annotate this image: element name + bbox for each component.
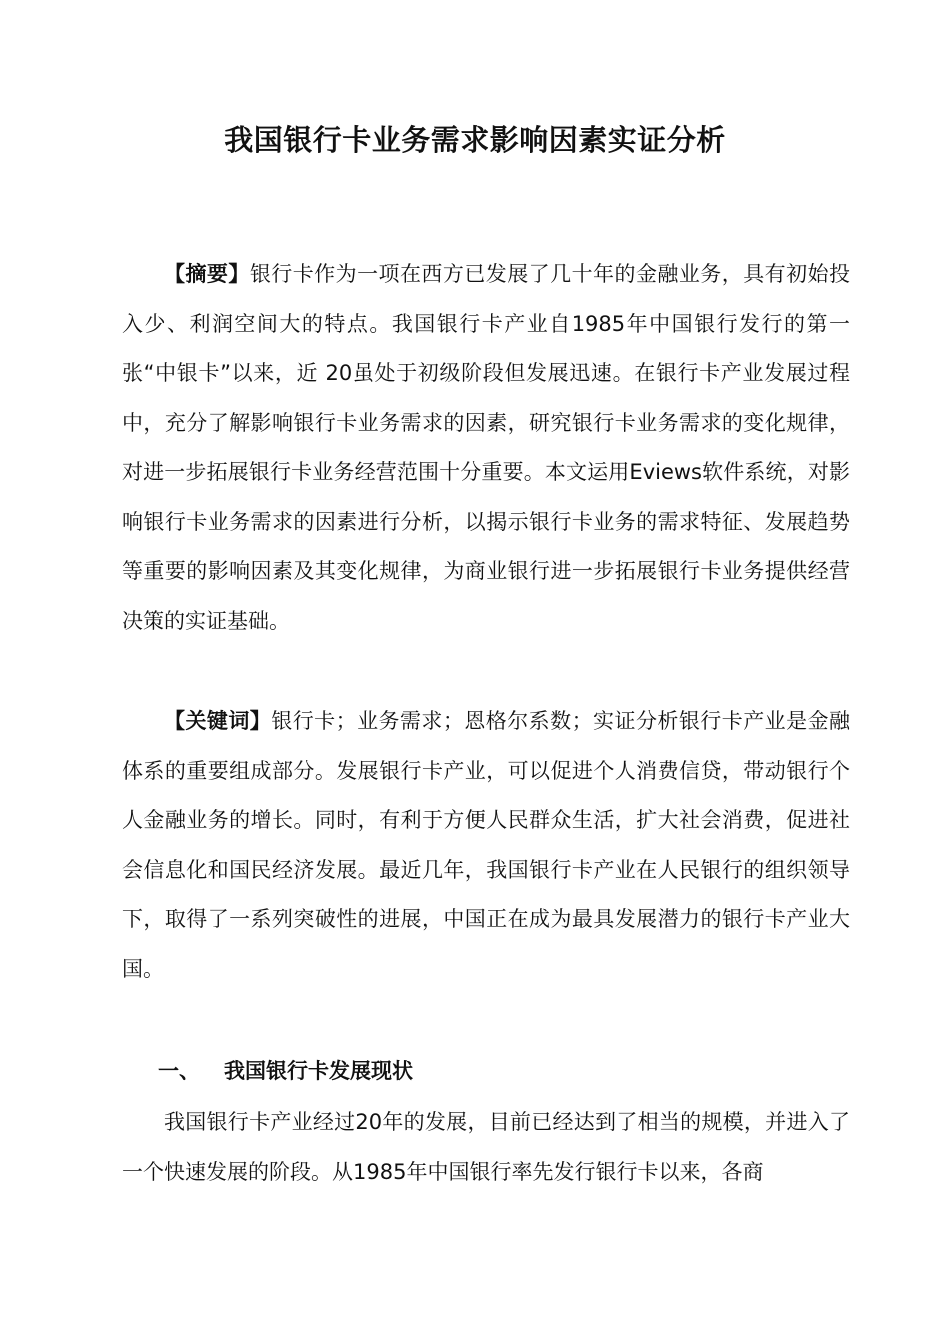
abstract-paragraph bbox=[122, 250, 850, 646]
keywords-label: 【关键词】 bbox=[164, 709, 272, 733]
keywords-text: 银行卡；业务需求；恩格尔系数；实证分析银行卡产业是金融体系的重要组成部分。发展银行卡产业，可以促进个人消费信贷，带动银行个人金融业务的增长。同时，有利于方便人民群众生活，扩大社会消费，促进社会信息化和国民经济发展。最近几年，我国银行卡产业在人民银行的组织领导下，取得了一系列突破性的进展，中国正在成为最具发展潜力的银行卡产业大国。 bbox=[122, 709, 851, 981]
section-heading bbox=[158, 1049, 413, 1093]
section-title: 我国银行卡发展现状 bbox=[224, 1059, 413, 1083]
document-title: 我国银行卡业务需求影响因素实证分析 bbox=[224, 123, 726, 157]
abstract-text: 银行卡作为一项在西方已发展了几十年的金融业务，具有初始投入少、利润空间大的特点。我国银行卡产业自1985年中国银行发行的第一张“中银卡”以来，近 20虽处于初级阶段但发展迅速。在银行卡产业发展过程中，充分了解影响银行卡业务需求的因素，研究银行卡业务需求的变化规律，对进一步拓展银行卡业务经营范围十分重要。本文运用Eviews软件系统，对影响银行卡业务需求的因素进行分析，以揭示银行卡业务的需求特征、发展趋势等重要的影响因素及其变化规律，为商业银行进一步拓展银行卡业务提供经营决策的实证基础。 bbox=[122, 262, 851, 633]
section-number: 一、 bbox=[158, 1059, 200, 1083]
keywords-paragraph bbox=[122, 697, 850, 994]
abstract-label: 【摘要】 bbox=[164, 262, 250, 286]
section-body-paragraph: 我国银行卡产业经过20年的发展，目前已经达到了相当的规模，并进入了一个快速发展的阶段。从1985年中国银行率先发行银行卡以来，各商 bbox=[122, 1110, 850, 1184]
